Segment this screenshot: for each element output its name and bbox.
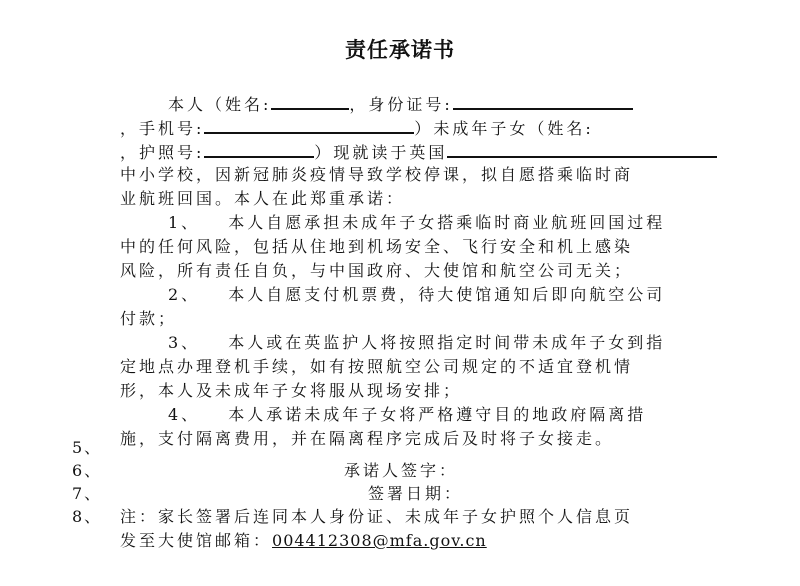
note-line-2 <box>120 530 487 552</box>
date-label: 签署日期： <box>368 484 464 503</box>
item-1-number: 1、 <box>168 213 201 232</box>
note-line-1: 注：家长签署后连同本人身份证、未成年子女护照个人信息页 <box>120 507 634 526</box>
intro-line-2 <box>120 116 594 140</box>
id-label: ，身份证号: <box>349 95 453 114</box>
item-4-line-2: 施，支付隔离费用，并在隔离程序完成后及时将子女接走。 <box>120 429 615 448</box>
item-4-line-1: 4、 本人承诺未成年子女将严格遵守目的地政府隔离措 <box>168 405 647 424</box>
item-3-line-2: 定地点办理登机手续，如有按照航空公司规定的不适宜登机情 <box>120 357 634 376</box>
item-1-line-2: 中的任何风险，包括从住地到机场安全、飞行安全和机上感染 <box>120 237 634 256</box>
item-3-line-1: 3、 本人或在英监护人将按照指定时间带未成年子女到指 <box>168 333 666 352</box>
intro-line-3 <box>120 140 717 164</box>
item-7-number: 7、 <box>72 484 103 503</box>
child-name-label: ）未成年子女（姓名: <box>414 119 594 138</box>
passport-blank <box>204 140 314 158</box>
item-3-number: 3、 <box>168 333 201 352</box>
item-5-number: 5、 <box>72 438 103 457</box>
email-link[interactable]: 004412308@mfa.gov.cn <box>272 531 487 550</box>
phone-label: ，手机号: <box>120 119 205 138</box>
passport-label: ，护照号: <box>120 143 205 162</box>
intro-line-5: 业航班回国。本人在此郑重承诺： <box>120 189 406 208</box>
intro-line-4: 中小学校，因新冠肺炎疫情导致学校停课，拟自愿搭乘临时商 <box>120 165 634 184</box>
id-number-blank <box>453 92 633 110</box>
intro-line-1 <box>168 92 633 116</box>
item-3-line-3: 形，本人及未成年子女将服从现场安排； <box>120 381 463 400</box>
study-label: ）现就读于英国 <box>314 143 448 162</box>
school-blank <box>447 140 717 158</box>
phone-blank <box>204 116 414 134</box>
item-6-number: 6、 <box>72 461 103 480</box>
item-4-number: 4、 <box>168 405 201 424</box>
name-blank <box>271 92 349 110</box>
document-title: 责任承诺书 <box>345 38 455 62</box>
name-label: 本人（姓名: <box>168 95 272 114</box>
item-2-line-1: 2、 本人自愿支付机票费，待大使馆通知后即向航空公司 <box>168 285 666 304</box>
item-2-line-2: 付款； <box>120 309 178 328</box>
item-2-number: 2、 <box>168 285 201 304</box>
item-1-line-1: 1、 本人自愿承担未成年子女搭乘临时商业航班回国过程 <box>168 213 666 232</box>
item-1-line-3: 风险，所有责任自负，与中国政府、大使馆和航空公司无关； <box>120 261 634 280</box>
item-8-number: 8、 <box>72 507 103 526</box>
note-email-prefix: 发至大使馆邮箱： <box>120 531 273 550</box>
signature-label: 承诺人签字： <box>344 461 459 480</box>
